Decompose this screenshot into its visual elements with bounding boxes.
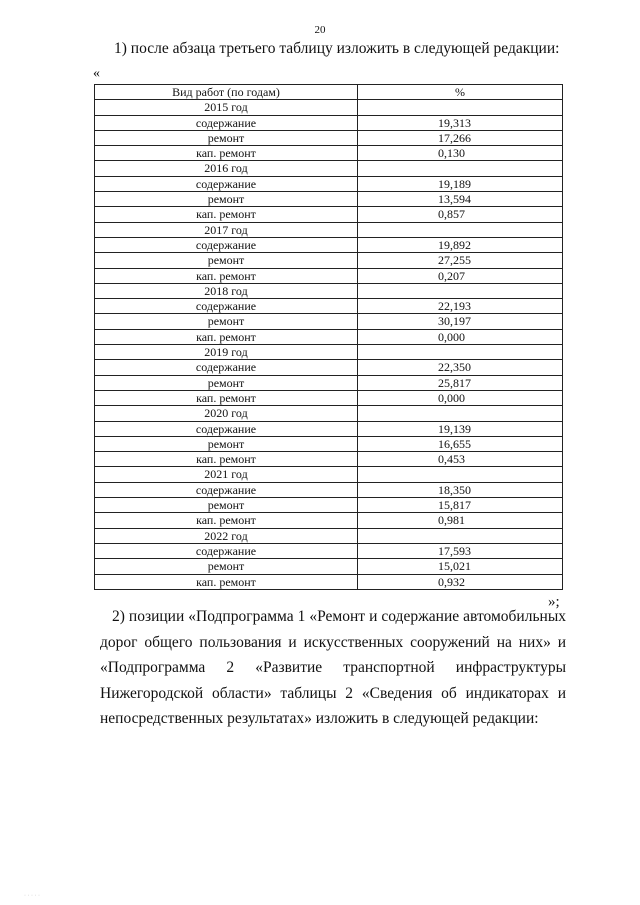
year-empty-cell <box>358 283 563 298</box>
year-empty-cell <box>358 100 563 115</box>
percent-cell: 0,207 <box>358 268 563 283</box>
year-empty-cell <box>358 161 563 176</box>
percent-cell: 0,857 <box>358 207 563 222</box>
work-type-cell: ремонт <box>95 498 358 513</box>
table-row <box>95 115 563 130</box>
header-percent: % <box>358 85 563 100</box>
year-label: 2021 год <box>95 467 358 482</box>
table-row <box>95 452 563 467</box>
work-type-cell: ремонт <box>95 253 358 268</box>
table-row <box>95 268 563 283</box>
table-row <box>95 176 563 191</box>
table-header-row <box>95 85 563 100</box>
percent-cell: 15,817 <box>358 498 563 513</box>
work-type-cell: ремонт <box>95 436 358 451</box>
year-label: 2015 год <box>95 100 358 115</box>
percent-cell: 0,981 <box>358 513 563 528</box>
work-type-cell: содержание <box>95 299 358 314</box>
table-row <box>95 498 563 513</box>
year-row <box>95 467 563 482</box>
table-row <box>95 543 563 558</box>
work-type-cell: кап. ремонт <box>95 207 358 222</box>
work-type-cell: ремонт <box>95 375 358 390</box>
percent-cell: 30,197 <box>358 314 563 329</box>
paragraph-2: 2) позиции «Подпрограмма 1 «Ремонт и содержание автомобильных дорог общего пользования и искусственных сооружений на них» и «Подпрограмма 2 «Развитие транспортной инфраструктуры Нижегородской области» таблицы 2 «Сведения об индикаторах и непосредственных результатах» изложить в следующей редакции: <box>100 608 566 728</box>
table-row <box>95 329 563 344</box>
table-body <box>95 100 563 590</box>
percent-cell: 15,021 <box>358 559 563 574</box>
work-type-cell: ремонт <box>95 314 358 329</box>
year-label: 2018 год <box>95 283 358 298</box>
intro-text: 1) после абзаца третьего таблицу изложить в следующей редакции: <box>114 40 560 57</box>
table-row <box>95 130 563 145</box>
work-type-cell: кап. ремонт <box>95 513 358 528</box>
percent-cell: 0,000 <box>358 390 563 405</box>
table-row <box>95 390 563 405</box>
work-type-cell: ремонт <box>95 192 358 207</box>
work-type-cell: ремонт <box>95 130 358 145</box>
percent-cell: 0,932 <box>358 574 563 589</box>
table-row <box>95 314 563 329</box>
year-empty-cell <box>358 406 563 421</box>
percent-cell: 19,892 <box>358 237 563 252</box>
work-type-cell: содержание <box>95 115 358 130</box>
work-type-cell: содержание <box>95 482 358 497</box>
table-row <box>95 421 563 436</box>
year-label: 2020 год <box>95 406 358 421</box>
footer-scan-marks: · · · · · <box>24 893 40 899</box>
year-row <box>95 222 563 237</box>
table-row <box>95 146 563 161</box>
year-label: 2019 год <box>95 345 358 360</box>
percent-cell: 18,350 <box>358 482 563 497</box>
work-type-cell: содержание <box>95 421 358 436</box>
percent-cell: 22,193 <box>358 299 563 314</box>
year-row <box>95 406 563 421</box>
year-empty-cell <box>358 222 563 237</box>
work-type-cell: ремонт <box>95 559 358 574</box>
percent-cell: 0,000 <box>358 329 563 344</box>
year-label: 2017 год <box>95 222 358 237</box>
work-type-cell: кап. ремонт <box>95 329 358 344</box>
table-row <box>95 482 563 497</box>
year-row <box>95 283 563 298</box>
table-row <box>95 360 563 375</box>
work-type-cell: кап. ремонт <box>95 390 358 405</box>
work-type-cell: содержание <box>95 176 358 191</box>
table-row <box>95 559 563 574</box>
year-label: 2022 год <box>95 528 358 543</box>
work-type-cell: содержание <box>95 360 358 375</box>
year-label: 2016 год <box>95 161 358 176</box>
percent-cell: 16,655 <box>358 436 563 451</box>
table-row <box>95 237 563 252</box>
work-type-cell: кап. ремонт <box>95 574 358 589</box>
percent-cell: 19,139 <box>358 421 563 436</box>
work-type-cell: содержание <box>95 543 358 558</box>
table-row <box>95 436 563 451</box>
table-row <box>95 299 563 314</box>
percent-cell: 25,817 <box>358 375 563 390</box>
table-row <box>95 192 563 207</box>
percent-cell: 27,255 <box>358 253 563 268</box>
year-row <box>95 100 563 115</box>
year-row <box>95 161 563 176</box>
year-row <box>95 528 563 543</box>
percent-cell: 13,594 <box>358 192 563 207</box>
work-percentage-table <box>94 84 563 590</box>
table-row <box>95 375 563 390</box>
open-quote: « <box>93 66 100 81</box>
table-row <box>95 253 563 268</box>
page-number: 20 <box>314 24 326 36</box>
percent-cell: 19,313 <box>358 115 563 130</box>
year-empty-cell <box>358 345 563 360</box>
percent-cell: 0,453 <box>358 452 563 467</box>
year-empty-cell <box>358 467 563 482</box>
percent-cell: 17,593 <box>358 543 563 558</box>
header-work-type: Вид работ (по годам) <box>95 85 358 100</box>
work-type-cell: кап. ремонт <box>95 146 358 161</box>
table-row <box>95 513 563 528</box>
table-row <box>95 207 563 222</box>
percent-cell: 22,350 <box>358 360 563 375</box>
table-row <box>95 574 563 589</box>
percent-cell: 0,130 <box>358 146 563 161</box>
work-type-cell: кап. ремонт <box>95 452 358 467</box>
percent-cell: 19,189 <box>358 176 563 191</box>
year-row <box>95 345 563 360</box>
work-type-cell: кап. ремонт <box>95 268 358 283</box>
close-quote: »; <box>548 594 560 610</box>
year-empty-cell <box>358 528 563 543</box>
percent-cell: 17,266 <box>358 130 563 145</box>
work-type-cell: содержание <box>95 237 358 252</box>
